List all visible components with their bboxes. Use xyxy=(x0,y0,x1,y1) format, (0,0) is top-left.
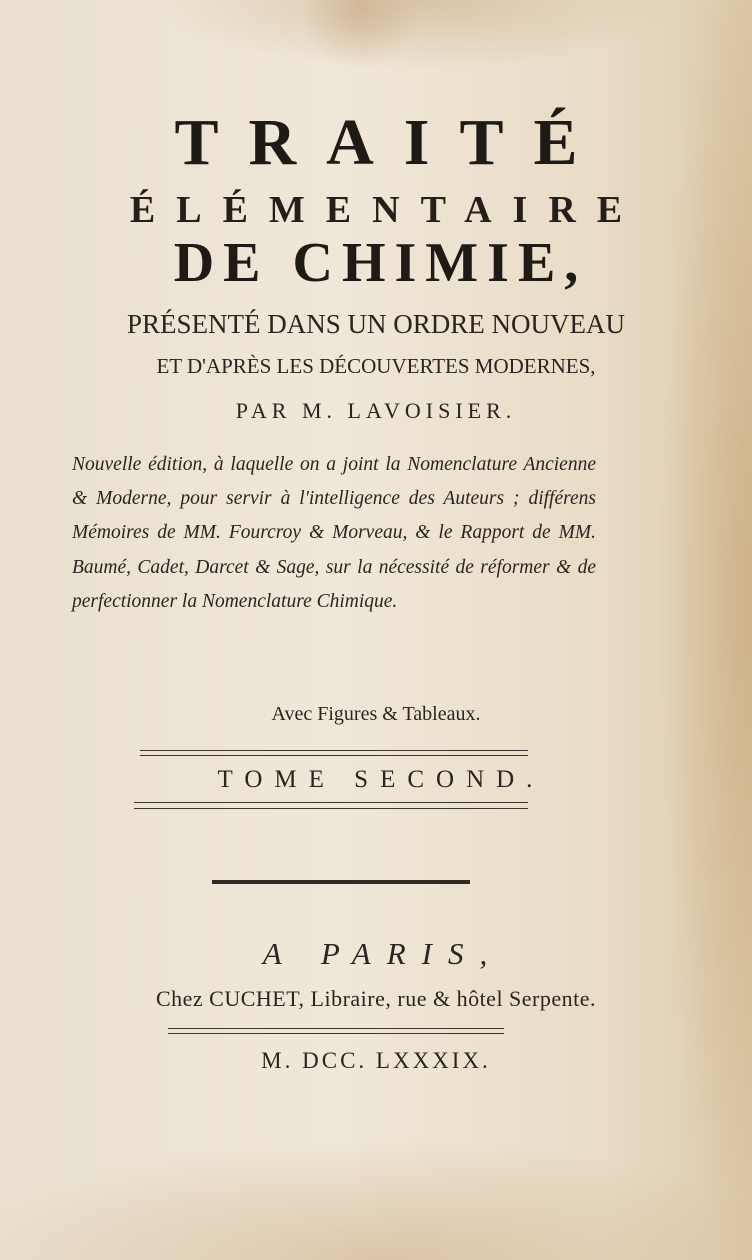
title-line-elementaire: ÉLÉMENTAIRE xyxy=(129,189,644,231)
imprint-year: M. DCC. LXXXIX. xyxy=(261,1048,491,1073)
author-line: PAR M. LAVOISIER. xyxy=(235,398,517,423)
imprint-publisher: Chez CUCHET, Libraire, rue & hôtel Serpente. xyxy=(155,986,597,1011)
imprint-rule-2 xyxy=(168,1033,504,1034)
double-rule-bottom-1 xyxy=(134,802,528,803)
double-rule-top-1 xyxy=(140,750,528,751)
imprint-city: A PARIS, xyxy=(262,936,504,971)
figures-note: Avec Figures & Tableaux. xyxy=(271,703,481,725)
double-rule-top-2 xyxy=(140,755,528,756)
subtitle-line-2: ET D'APRÈS LES DÉCOUVERTES MODERNES, xyxy=(156,354,596,378)
title-line-de-chimie: DE CHIMIE, xyxy=(173,232,588,294)
title-line-traite: TRAITÉ xyxy=(174,106,608,179)
ornamental-rule xyxy=(212,880,470,884)
edition-description: Nouvelle édition, à laquelle on a joint la Nomenclature Ancienne & Moderne, pour servir à l'intelligence des Auteurs ; différens Mémoires de MM. Fourcroy & Morveau, & le Rapport de MM. Baumé, Cadet, Darcet & Sage, sur la nécessité de réformer & de perfectionner la Nomenclature Chimique. xyxy=(72,454,596,612)
double-rule-bottom-2 xyxy=(134,808,528,809)
imprint-rule-1 xyxy=(168,1028,504,1029)
volume-label: TOME SECOND. xyxy=(217,766,545,793)
subtitle-line-1: PRÉSENTÉ DANS UN ORDRE NOUVEAU xyxy=(126,309,625,339)
